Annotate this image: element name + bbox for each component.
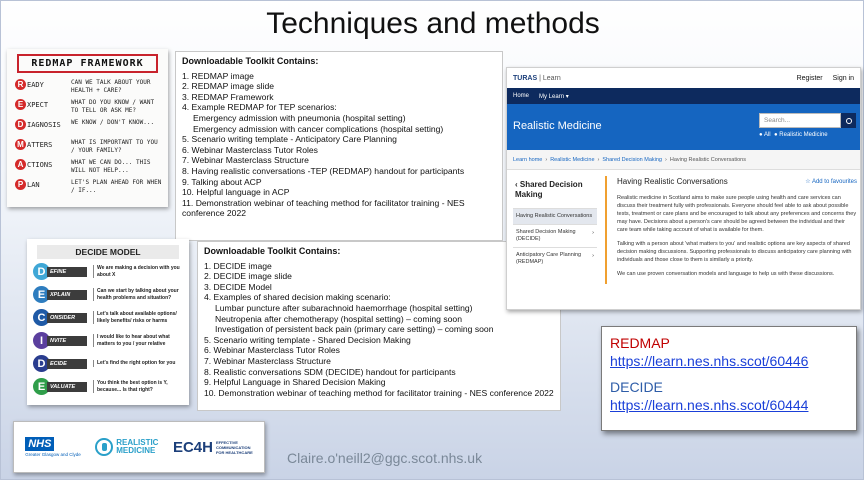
- sidebar-item-label: Having Realistic Conversations: [516, 213, 593, 219]
- search-icon: [846, 118, 852, 124]
- redmap-letter: [15, 159, 71, 170]
- nav-home[interactable]: Home: [513, 93, 530, 99]
- sidebar-item-label: Shared Decision Making (DECIDE): [516, 229, 576, 242]
- toolkit-item: 8. Realistic conversations SDM (DECIDE) handout for participants: [204, 366, 456, 377]
- page-title: Techniques and methods: [266, 7, 600, 40]
- turas-nav: [507, 88, 860, 104]
- toolkit-item: 4. Examples of shared decision making scenario:: [204, 292, 391, 303]
- redmap-letter-badge: R: [15, 79, 26, 90]
- decide-prompt: Let's find the right option for you: [93, 360, 181, 367]
- toolkit-item: 8. Having realistic conversations -TEP (REDMAP) handout for participants: [182, 165, 465, 176]
- radio-all[interactable]: ● All: [759, 132, 771, 138]
- paragraph: We can use proven conversation models and language to help us with these discussions.: [617, 271, 835, 277]
- decide-prompt: Let's talk about available options/ likely benefits/ risks or harms: [93, 311, 181, 324]
- toolkit-item: 6. Webinar Masterclass Tutor Roles: [182, 144, 318, 155]
- redmap-row: [15, 99, 165, 115]
- decide-letter: [33, 286, 93, 303]
- toolkit-item: 2. REDMAP image slide: [182, 81, 275, 92]
- redmap-letter-badge: E: [15, 99, 26, 110]
- decide-letter: [33, 332, 93, 349]
- chevron-right-icon: ›: [592, 230, 594, 236]
- realistic-medicine-icon: [95, 438, 113, 456]
- redmap-word-rest: ATTERS: [27, 140, 53, 149]
- nhs-logo: NHS Greater Glasgow and Clyde: [25, 438, 81, 457]
- redmap-word-rest: CTIONS: [27, 160, 53, 169]
- decide-row: [33, 309, 187, 326]
- decide-word-rest: VALUATE: [47, 382, 87, 392]
- redmap-prompt: WHAT WE CAN DO... THIS WILL NOT HELP...: [71, 159, 151, 174]
- redmap-link-label: REDMAP: [610, 335, 670, 351]
- links-box: [601, 326, 857, 431]
- decide-word-rest: NVITE: [47, 336, 87, 346]
- redmap-letter: [15, 179, 71, 190]
- decide-word-rest: ONSIDER: [47, 313, 87, 323]
- redmap-heading: REDMAP FRAMEWORK: [17, 54, 158, 73]
- chevron-right-icon: ›: [592, 253, 594, 259]
- decide-row: [33, 263, 187, 280]
- toolkit-item: 1. REDMAP image: [182, 70, 254, 81]
- redmap-prompt: CAN WE TALK ABOUT YOUR HEALTH + CARE?: [71, 79, 151, 94]
- redmap-letter-badge: A: [15, 159, 26, 170]
- redmap-row: [15, 79, 165, 95]
- decide-letter-ball: I: [33, 332, 50, 349]
- toolkit-item: Investigation of persistent back pain (primary care setting) – coming soon: [215, 324, 494, 335]
- turas-banner: [507, 104, 860, 150]
- redmap-letter: [15, 139, 71, 150]
- toolkit-item: 9. Talking about ACP: [182, 176, 262, 187]
- banner-title: Realistic Medicine: [513, 120, 602, 132]
- sidebar-item[interactable]: [513, 208, 597, 224]
- register-link[interactable]: Register: [796, 74, 823, 82]
- decide-prompt: You think the best option is Y, because... Is that right?: [93, 380, 181, 393]
- decide-letter: [33, 355, 93, 372]
- toolkit-item: 10. Demonstration webinar of teaching method for facilitator training - NES conference 2022: [204, 387, 554, 398]
- decide-letter: [33, 309, 93, 326]
- toolkit-item: Emergency admission with pneumonia (hospital setting): [193, 112, 406, 123]
- sidebar-item[interactable]: [513, 224, 597, 247]
- redmap-row: [15, 159, 165, 175]
- redmap-word-rest: XPECT: [27, 100, 49, 109]
- realistic-medicine-logo: REALISTIC MEDICINE: [95, 438, 158, 456]
- redmap-letter: [15, 99, 71, 110]
- redmap-prompt: WE KNOW / DON'T KNOW...: [71, 119, 155, 126]
- redmap-letter-badge: P: [15, 179, 26, 190]
- redmap-prompt: WHAT DO YOU KNOW / WANT TO TELL OR ASK ME?: [71, 99, 155, 114]
- add-to-favourites-link[interactable]: ☆ Add to favourites: [805, 179, 857, 185]
- toolkit-item: 7. Webinar Masterclass Structure: [182, 155, 309, 166]
- decide-link[interactable]: https://learn.nes.nhs.scot/60444: [610, 397, 809, 413]
- search-scope-radios[interactable]: [759, 132, 828, 138]
- decide-prompt: Can we start by talking about your health problems and situation?: [93, 288, 181, 301]
- search-input[interactable]: Search...: [759, 113, 841, 128]
- radio-realistic-medicine[interactable]: ● Realistic Medicine: [773, 132, 828, 138]
- decide-letter-ball: C: [33, 309, 50, 326]
- sidebar-item[interactable]: [513, 247, 597, 270]
- toolkit-item: 2. DECIDE image slide: [204, 271, 292, 282]
- breadcrumb-item[interactable]: Shared Decision Making: [602, 156, 662, 163]
- search-button[interactable]: [841, 113, 856, 128]
- toolkit-item: Emergency admission with cancer complications (hospital setting): [193, 123, 444, 134]
- turas-sidebar: [513, 180, 597, 270]
- toolkit-item: 6. Webinar Masterclass Tutor Roles: [204, 345, 340, 356]
- redmap-toolkit-list: [175, 51, 503, 241]
- decide-model-image: [27, 239, 189, 405]
- breadcrumb: Learn home › Realistic Medicine › Shared Decision Making › Having Realistic Conversations: [507, 150, 860, 170]
- logos-strip: [13, 421, 265, 473]
- sidebar-item-label: Anticipatory Care Planning (REDMAP): [516, 252, 582, 265]
- decide-word-rest: EFINE: [47, 267, 87, 277]
- redmap-row: [15, 179, 165, 195]
- decide-prompt: We are making a decision with you about X: [93, 265, 181, 278]
- decide-row: [33, 355, 187, 372]
- breadcrumb-item: Having Realistic Conversations: [669, 156, 746, 163]
- decide-prompt: I would like to hear about what matters to you / your relative: [93, 334, 181, 347]
- decide-letter-ball: D: [33, 263, 50, 280]
- toolkit-item: 3. REDMAP Framework: [182, 91, 274, 102]
- contact-email[interactable]: Claire.o'neill2@ggc.scot.nhs.uk: [287, 450, 483, 466]
- toolkit-item: 3. DECIDE Model: [204, 281, 272, 292]
- decide-row: [33, 378, 187, 395]
- turas-main-content: [605, 176, 857, 284]
- toolkit-item: conference 2022: [182, 208, 247, 219]
- toolkit-item: 9. Helpful Language in Shared Decision Making: [204, 377, 386, 388]
- ec4h-logo: EC4H EFFECTIVE COMMUNICATION FOR HEALTHCARE: [172, 438, 253, 456]
- redmap-letter: [15, 79, 71, 90]
- decide-letter-ball: E: [33, 378, 50, 395]
- decide-letter: [33, 263, 93, 280]
- toolkit-item: 10. Helpful language in ACP: [182, 187, 290, 198]
- sidebar-items: [513, 208, 597, 270]
- main-title: Having Realistic Conversations: [617, 177, 728, 186]
- toolkit-item: 4. Example REDMAP for TEP scenarios:: [182, 102, 337, 113]
- decide-word-rest: XPLAIN: [47, 290, 87, 300]
- redmap-row: [15, 139, 165, 155]
- redmap-prompt: LET'S PLAN AHEAD FOR WHEN / IF...: [71, 179, 162, 194]
- toolkit-item: 11. Demonstration webinar of teaching method for facilitator training - NES: [182, 197, 465, 208]
- toolkit-item: Lumbar puncture after subarachnoid haemorrhage (hospital setting): [215, 302, 473, 313]
- toolkit-item: 5. Scenario writing template - Anticipatory Care Planning: [182, 134, 397, 145]
- toolkit-items: [182, 71, 496, 219]
- paragraph: Realistic medicine in Scotland aims to make sure people using health and care services can discuss their treatment fully with professionals. Everyone should feel able to ask about possible tests, treatment or care plans and be encouraged to talk about any preferences and concerns they may have. Decisions about a person's care should be agreed between the individual and their care team while taking account of what is available for them.: [617, 195, 857, 233]
- decide-word-rest: ECIDE: [47, 359, 87, 369]
- decide-letter-ball: E: [33, 286, 50, 303]
- decide-link-label: DECIDE: [610, 379, 663, 395]
- toolkit-items: [204, 261, 554, 399]
- turas-logo[interactable]: TURAS | Learn: [513, 74, 561, 82]
- redmap-word-rest: IAGNOSIS: [27, 120, 61, 129]
- turas-topbar: [507, 68, 860, 88]
- toolkit-item: Neutropenia after chemotherapy (hospital setting) – coming soon: [215, 313, 462, 324]
- decide-row: [33, 332, 187, 349]
- decide-letter: [33, 378, 93, 395]
- paragraph: Talking with a person about 'what matters to you' and realistic options are key aspects of shared decision making discussions. Supporting professionals to discuss anticipatory care planning with individuals and those close to them is similarly a priority.: [617, 241, 852, 263]
- toolkit-item: 1. DECIDE image: [204, 260, 272, 271]
- redmap-letter-badge: M: [15, 139, 26, 150]
- redmap-letter-badge: D: [15, 119, 26, 130]
- sidebar-heading[interactable]: ‹ Shared Decision Making: [515, 180, 583, 199]
- toolkit-heading: Downloadable Toolkit Contains:: [182, 56, 319, 66]
- decide-letter-ball: D: [33, 355, 50, 372]
- redmap-word-rest: EADY: [27, 80, 44, 89]
- toolkit-item: 5. Scenario writing template - Shared Decision Making: [204, 334, 411, 345]
- nav-my-learn[interactable]: My Learn ▾: [539, 93, 569, 100]
- breadcrumb-item[interactable]: Realistic Medicine: [550, 156, 595, 163]
- redmap-row: [15, 119, 165, 130]
- turas-learn-screenshot: [506, 67, 861, 310]
- redmap-letter: [15, 119, 71, 130]
- sign-in-link[interactable]: Sign in: [832, 74, 854, 82]
- decide-heading: DECIDE MODEL: [37, 245, 179, 259]
- toolkit-item: 7. Webinar Masterclass Structure: [204, 355, 331, 366]
- decide-row: [33, 286, 187, 303]
- breadcrumb-item[interactable]: Learn home: [513, 156, 543, 163]
- redmap-link[interactable]: https://learn.nes.nhs.scot/60446: [610, 353, 809, 369]
- redmap-word-rest: LAN: [27, 180, 40, 189]
- redmap-framework-image: [7, 49, 168, 207]
- toolkit-heading: Downloadable Toolkit Contains:: [204, 246, 341, 256]
- redmap-prompt: WHAT IS IMPORTANT TO YOU / YOUR FAMILY?: [71, 139, 158, 154]
